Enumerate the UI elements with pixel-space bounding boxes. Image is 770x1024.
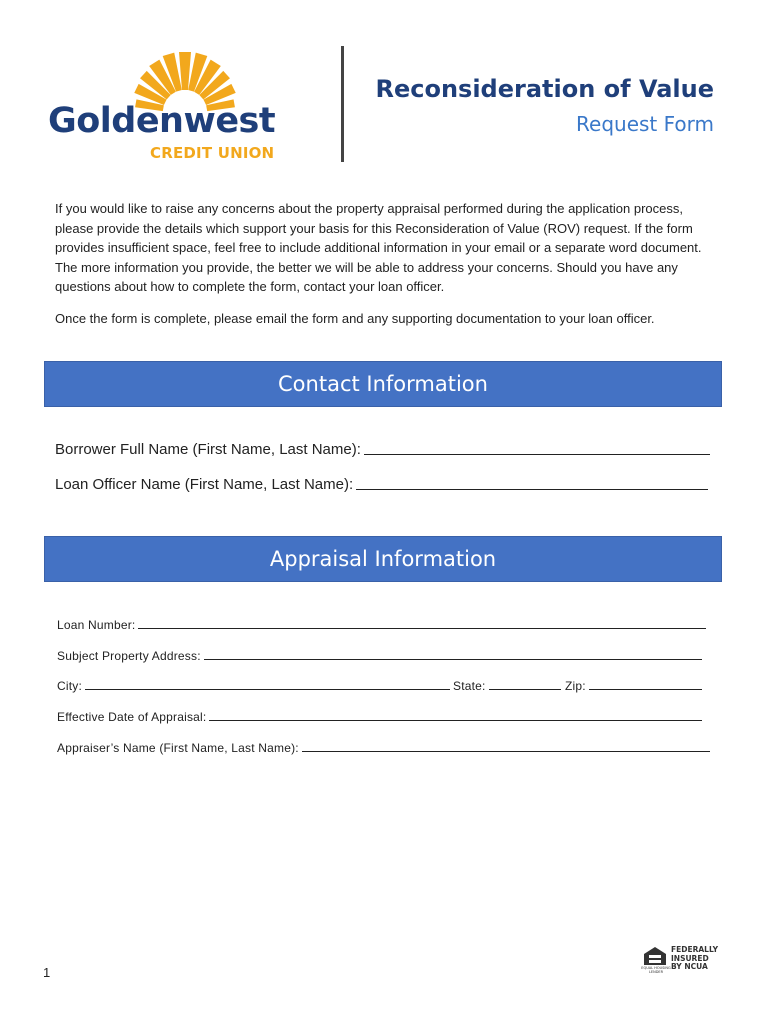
effective-date-field[interactable] [57,710,702,724]
equal-housing-caption: EQUAL HOUSING LENDER [641,966,671,974]
effective-date-label: Effective Date of Appraisal: [57,710,207,724]
borrower-name-field[interactable] [55,441,710,458]
loan-number-field[interactable] [57,618,706,632]
borrower-name-line[interactable] [364,453,710,455]
appraiser-name-label: Appraiser’s Name (First Name, Last Name): [57,741,299,755]
loan-officer-name-label: Loan Officer Name (First Name, Last Name): [55,476,354,493]
loan-number-line[interactable] [138,627,706,629]
section-title-contact: Contact Information [278,372,488,396]
appraiser-name-field[interactable] [57,741,710,755]
section-header-contact [44,361,722,407]
loan-number-label: Loan Number: [57,618,136,632]
state-field[interactable] [453,679,561,693]
logo-subtitle: CREDIT UNION [150,144,275,162]
intro-paragraph-1: If you would like to raise any concerns about the property appraisal performed during the application process, please provide the details which support your basis for this Reconsideration of Value (ROV) request. If the form provides insufficient space, feel free to include additional information in your email or a separate word document. The more information you provide, the better we will be able to address your concerns. Should you have any questions about how to complete the form, contact your loan officer. [55,201,702,295]
intro-text [55,199,720,341]
zip-line[interactable] [589,688,702,690]
city-label: City: [57,679,82,693]
ncua-line-1: FEDERALLY [671,945,718,954]
property-address-field[interactable] [57,649,702,663]
zip-field[interactable] [565,679,702,693]
property-address-line[interactable] [204,658,702,660]
page-number: 1 [43,965,51,980]
page-title: Reconsideration of Value [375,75,714,103]
ncua-line-2: INSURED [671,953,709,963]
zip-label: Zip: [565,679,586,693]
header-divider [341,46,344,162]
logo-wordmark: Goldenwest [48,101,276,141]
loan-officer-name-field[interactable] [55,476,708,493]
city-line[interactable] [85,688,450,690]
borrower-name-label: Borrower Full Name (First Name, Last Name): [55,441,361,458]
property-address-label: Subject Property Address: [57,649,201,663]
intro-paragraph-2: Once the form is complete, please email the form and any supporting documentation to your loan officer. [55,310,655,326]
section-header-appraisal [44,536,722,582]
loan-officer-name-line[interactable] [356,488,708,490]
ncua-line-3: BY NCUA [671,962,708,971]
state-label: State: [453,679,486,693]
effective-date-line[interactable] [209,719,702,721]
state-line[interactable] [489,688,561,690]
city-field[interactable] [57,679,450,693]
section-title-appraisal: Appraisal Information [269,547,497,571]
page-subtitle: Request Form [576,112,714,136]
appraiser-name-line[interactable] [302,750,710,752]
